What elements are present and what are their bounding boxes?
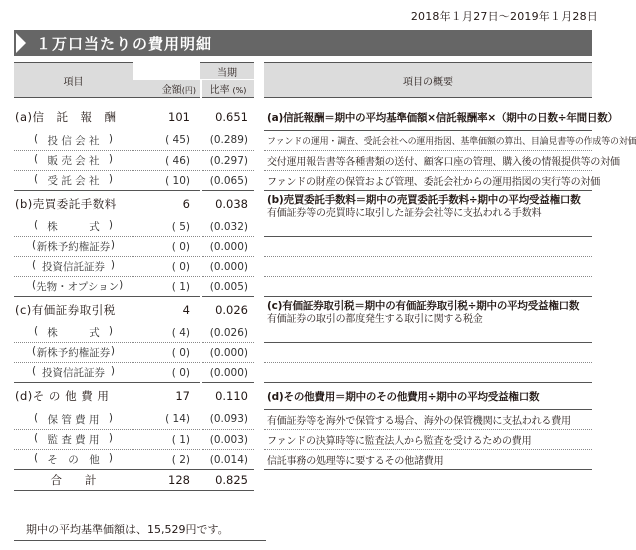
row-c-sub-1-ratio: (0.000) [202,343,254,363]
row-d-sub-0-amount: ( 14) [133,410,200,430]
paren-open: ( [32,279,37,291]
cost-detail-table [14,62,636,491]
row-b-sub-1-label: 新株予約権証券 [36,241,111,253]
row-b-sub-3-amount: ( 1) [133,277,200,297]
row-a-sub-1-label: 販 売 会 社 [47,155,100,167]
paren-open: ( [32,365,37,377]
table-row [14,151,592,171]
paren-open: ( [34,132,39,145]
table-row [14,430,592,450]
paren-open: ( [34,452,39,464]
paren-close: ) [108,325,113,337]
row-a-sub-0-amount: ( 45) [133,131,200,151]
total-amount: 128 [133,470,200,491]
table-row [14,297,592,324]
row-d-sub-2-amount: ( 2) [133,450,200,470]
row-b-desc2: 有価証券等の売買時に取引した証券会社等に支払われる手数料 [267,208,542,219]
row-d-sub-1-desc: ファンドの決算時等に監査法人から監査を受けるための費用 [264,430,592,450]
page-title: １万口当たりの費用明細 [36,34,213,53]
row-a-sub-2-desc: ファンドの財産の保管および管理、委託会社からの運用指図の実行等の対価 [264,171,592,191]
row-b-sub-2-label: 投資信託証券 [42,261,105,273]
paren-close: ) [110,345,115,357]
section-title-bar [14,30,592,56]
row-d-ratio: 0.110 [215,389,248,404]
row-d-sub-1-ratio: (0.003) [202,430,254,450]
header-ratio-unit: (%) [232,86,247,95]
header-period: 当期 [200,63,254,80]
row-a-sub-0-desc: ファンドの運用・調査、受託会社への運用指図、基準価額の算出、目論見書等の作成等の対価 [264,131,592,151]
paren-close: ) [110,259,115,271]
table-row [14,363,592,383]
paren-close: ) [110,239,115,251]
paren-open: ( [34,219,39,231]
paren-close: ) [110,365,115,377]
table-row [14,257,592,277]
row-b-sub-2-amount: ( 0) [133,257,200,277]
table-row [14,450,592,470]
row-b-sub-1-ratio: (0.000) [202,237,254,257]
paren-close: ) [108,219,113,231]
paren-close: ) [108,452,113,464]
total-row [14,470,592,491]
row-c-desc2: 有価証券の取引の都度発生する取引に関する税金 [267,314,483,325]
header-ratio-label: 比率 [209,85,230,96]
total-ratio: 0.825 [202,470,254,491]
row-d-sub-1-label: 監 査 費 用 [47,434,100,446]
row-b-label: (b)売買委託手数料 [15,197,117,211]
header-item: 項目 [14,63,133,98]
row-c-sub-1-amount: ( 0) [133,343,200,363]
row-d-sub-0-ratio: (0.093) [202,410,254,430]
paren-open: ( [32,239,37,251]
row-a-sub-0-label: 投 信 会 社 [47,134,100,147]
row-d-sub-2-label: そ の 他 [47,454,100,466]
row-a-label: (a)信 託 報 酬 [15,110,117,125]
row-a-desc: (a)信託報酬＝期中の平均基準価額×信託報酬率×（期中の日数÷年間日数） [264,104,592,131]
row-c-sub-2-ratio: (0.000) [202,363,254,383]
row-a-sub-2-label: 受 託 会 社 [47,175,100,187]
row-d-desc: (d)その他費用＝期中のその他費用÷期中の平均受益権口数 [264,383,592,410]
row-c-desc: (c)有価証券取引税＝期中の有価証券取引税÷期中の平均受益権口数 [267,300,580,312]
row-c-sub-0-ratio: (0.026) [202,323,254,343]
row-b-desc: (b)売買委託手数料＝期中の売買委託手数料÷期中の平均受益権口数 [267,194,581,206]
period-range: 2018年１月27日～2019年１月28日 [410,10,598,23]
row-c-sub-1-label: 新株予約権証券 [36,347,111,359]
table-row [14,104,592,131]
row-d-label: (d)そ の 他 費 用 [15,389,110,404]
row-c-sub-2-label: 投資信託証券 [42,367,105,379]
row-b-amount: 6 [182,197,190,211]
row-c-amount: 4 [182,303,190,317]
header-amount-unit: (円) [181,85,196,95]
paren-open: ( [32,345,37,357]
table-row [14,277,592,297]
row-a-sub-1-desc: 交付運用報告書等各種書類の送付、顧客口座の管理、購入後の情報提供等の対価 [264,151,592,171]
header-ratio [202,80,254,98]
table-row [14,131,592,151]
chevron-right-icon [14,30,28,56]
paren-open: ( [34,173,39,185]
paren-close: ) [108,153,113,165]
paren-open: ( [34,325,39,337]
row-a-sub-1-amount: ( 46) [133,151,200,171]
row-a-sub-0-ratio: (0.289) [202,131,254,151]
table-row [14,343,592,363]
row-a-amount: 101 [168,110,190,125]
paren-open: ( [34,432,39,444]
row-c-sub-0-amount: ( 4) [133,323,200,343]
table-row [14,383,592,410]
row-c-sub-2-amount: ( 0) [133,363,200,383]
table-row [14,237,592,257]
row-d-sub-2-desc: 信託事務の処理等に要するその他諸費用 [264,450,592,470]
row-b-sub-0-label: 株 式 [47,221,100,233]
row-a-sub-2-ratio: (0.065) [202,171,254,191]
row-b-sub-2-ratio: (0.000) [202,257,254,277]
row-d-sub-0-desc: 有価証券等を海外で保管する場合、海外の保管機関に支払われる費用 [264,410,592,430]
row-c-label: (c)有価証券取引税 [15,303,116,317]
row-a-ratio: 0.651 [215,110,248,125]
row-b-ratio: 0.038 [215,197,248,211]
row-a-sub-1-ratio: (0.297) [202,151,254,171]
paren-close: ) [108,132,113,145]
header-amount-label: 金額 [161,84,182,96]
paren-close: ) [108,432,113,444]
row-d-sub-1-amount: ( 1) [133,430,200,450]
row-c-ratio: 0.026 [215,303,248,317]
row-d-sub-2-ratio: (0.014) [202,450,254,470]
row-b-sub-3-ratio: (0.005) [202,277,254,297]
average-price-note: 期中の平均基準価額は、15,529円です。 [14,518,266,541]
total-label: 合 計 [14,470,133,491]
row-c-sub-0-label: 株 式 [47,327,100,339]
row-a-sub-2-amount: ( 10) [133,171,200,191]
paren-open: ( [34,411,39,424]
row-b-sub-0-amount: ( 5) [133,217,200,237]
header-overview: 項目の概要 [264,63,592,98]
row-b-sub-1-amount: ( 0) [133,237,200,257]
header-amount [133,80,200,98]
paren-open: ( [32,259,37,271]
paren-close: ) [108,411,113,424]
table-row [14,191,592,218]
row-d-sub-0-label: 保 管 費 用 [47,413,100,426]
paren-open: ( [34,153,39,165]
paren-close: ) [119,279,124,291]
table-row [14,410,592,430]
row-b-sub-3-label: 先物・オプション [36,281,120,293]
paren-close: ) [108,173,113,185]
table-row [14,171,592,191]
row-d-amount: 17 [175,389,190,404]
row-b-sub-0-ratio: (0.032) [202,217,254,237]
